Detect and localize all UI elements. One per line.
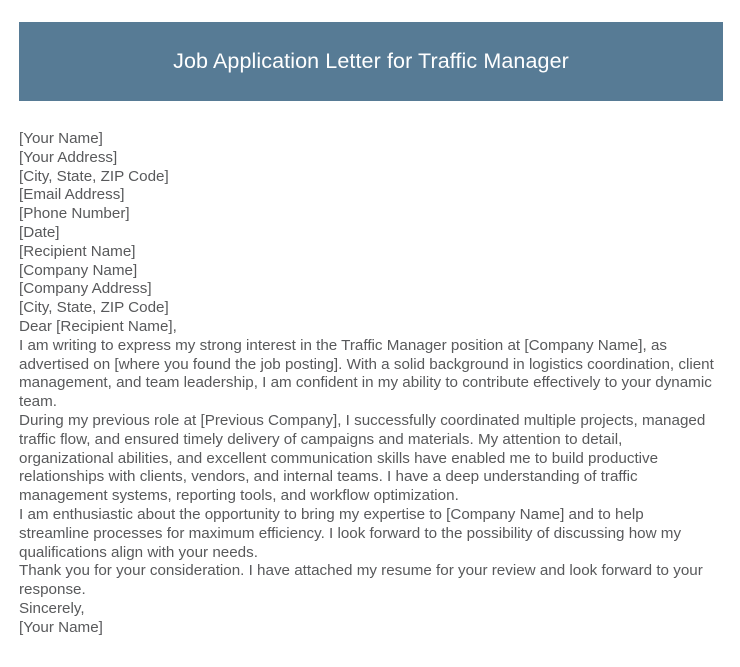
page-title: Job Application Letter for Traffic Manager (173, 48, 569, 73)
letter-line: [Phone Number] (19, 205, 130, 223)
letter-line: [City, State, ZIP Code] (19, 299, 169, 317)
letter-line: [Your Name] (19, 130, 103, 147)
letter-line: [Company Name] (19, 261, 138, 279)
letter-line: [Email Address] (19, 186, 125, 204)
letter-line: [Company Address] (19, 280, 152, 298)
letter-line: [Your Address] (19, 148, 118, 166)
letter-paragraph: I am writing to express my strong interest in the Traffic Manager position at [Company Name], as advertised on [where you found the job posting]. With a solid background in logistics coordination, client management, and team leadership, I am confident in my ability to contribute effectively to your dynamic team. (19, 336, 714, 411)
letter-line: [Date] (19, 223, 60, 241)
letter-signature: [Your Name] (19, 618, 103, 636)
document-header-banner (19, 22, 723, 101)
letter-line: [Recipient Name] (19, 242, 136, 260)
letter-paragraph: I am enthusiastic about the opportunity to bring my expertise to [Company Name] and to help streamline processes for maximum efficiency. I look forward to the possibility of discussing how my qualifications align with your needs. (19, 505, 682, 561)
letter-paragraph: Thank you for your consideration. I have attached my resume for your review and look forward to your response. (19, 562, 703, 599)
letter-line: [City, State, ZIP Code] (19, 167, 169, 185)
letter-salutation: Dear [Recipient Name], (19, 317, 177, 335)
letter-body (19, 130, 716, 638)
letter-paragraph: During my previous role at [Previous Company], I successfully coordinated multiple projects, managed traffic flow, and ensured timely delivery of campaigns and materials. My attention to detail, organizational abilities, and excellent communication skills have enabled me to build productive relationships with clients, vendors, and internal teams. I have a deep understanding of traffic management systems, reporting tools, and workflow optimization. (19, 411, 706, 505)
letter-closing: Sincerely, (19, 599, 85, 617)
